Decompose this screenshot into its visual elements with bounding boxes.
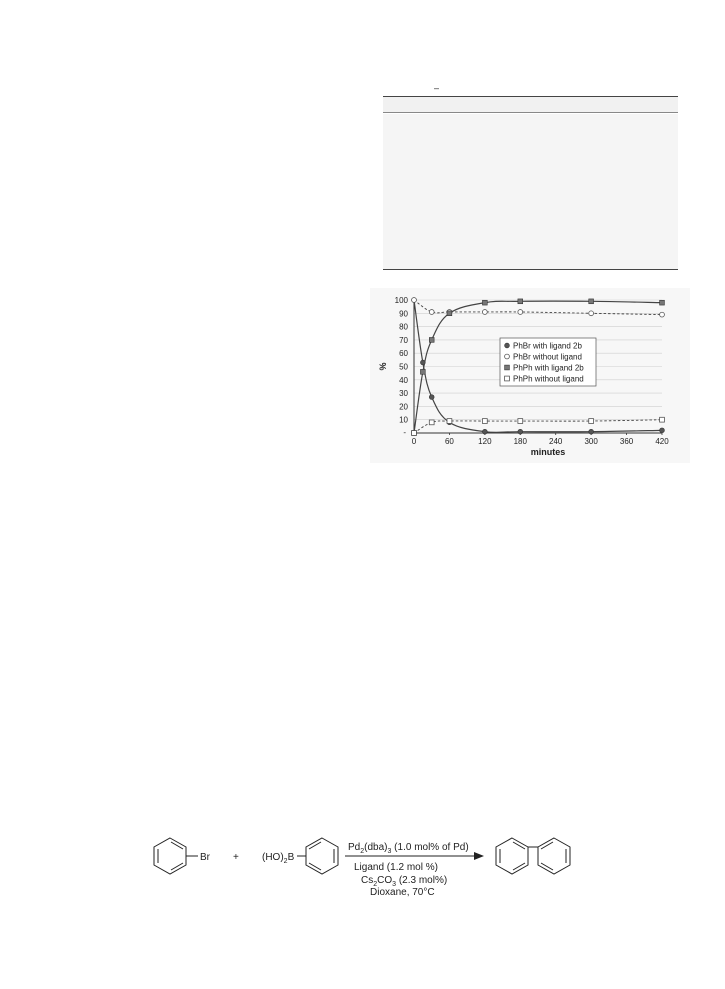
- boronic-acid-label: $(HO)_2B$: [262, 852, 295, 865]
- condition-ligand: Ligand (1.2 mol %): [354, 862, 438, 873]
- x-tick-label: 240: [549, 437, 563, 446]
- data-point: [589, 299, 594, 304]
- data-point: [589, 429, 594, 434]
- data-point: [482, 300, 487, 305]
- data-point: [412, 298, 417, 303]
- data-point: [429, 338, 434, 343]
- legend-entry: PhPh without ligand: [513, 374, 584, 384]
- data-point: [420, 360, 425, 365]
- legend-marker: [505, 354, 510, 359]
- chart-legend: [500, 338, 596, 386]
- data-point: [589, 311, 594, 316]
- x-tick-label: 360: [619, 437, 634, 446]
- data-point: [482, 310, 487, 315]
- y-axis-label: %: [378, 362, 388, 371]
- kinetics-chart: [370, 288, 690, 463]
- data-point: [420, 369, 425, 374]
- data-point: [518, 429, 523, 434]
- bromide-label: Br: [200, 852, 210, 863]
- reaction-scheme: [140, 828, 600, 918]
- legend-marker: [505, 376, 510, 381]
- data-point: [660, 428, 665, 433]
- legend-entry: PhBr without ligand: [513, 352, 582, 362]
- legend-entry: PhBr with ligand 2b: [513, 341, 582, 351]
- condition-base: $Cs_2CO_3$ (2.3 mol%): [361, 875, 448, 888]
- x-tick-label: 420: [655, 437, 669, 446]
- x-tick-label: 0: [411, 437, 417, 446]
- data-point: [518, 419, 523, 424]
- condition-solvent: Dioxane, 70°C: [370, 887, 435, 898]
- x-tick-label: 300: [584, 437, 598, 446]
- y-tick-label: 70: [399, 335, 408, 345]
- data-point: [518, 299, 523, 304]
- data-point: [660, 300, 665, 305]
- y-tick-label: 100: [394, 296, 408, 305]
- legend-marker: [505, 343, 510, 348]
- data-point: [482, 429, 487, 434]
- data-point: [482, 419, 487, 424]
- table-dash: –: [434, 83, 440, 93]
- data-point: [447, 311, 452, 316]
- data-point: [412, 431, 417, 436]
- y-tick-label: 50: [399, 362, 408, 372]
- data-point: [660, 417, 665, 422]
- data-point: [429, 420, 434, 425]
- data-point: [429, 310, 434, 315]
- table-header-band: [383, 97, 678, 112]
- y-tick-label: 60: [399, 349, 408, 359]
- data-point: [660, 312, 665, 317]
- data-point: [589, 419, 594, 424]
- x-tick-label: 120: [478, 437, 492, 446]
- x-tick-label: 180: [513, 437, 527, 446]
- y-tick-label: 30: [399, 389, 408, 399]
- data-point: [447, 419, 452, 424]
- table-bottom-rule: [383, 269, 678, 270]
- data-point: [518, 310, 523, 315]
- reaction-arrow: [345, 852, 484, 860]
- data-point: [429, 395, 434, 400]
- legend-marker: [505, 365, 510, 370]
- y-tick-label: 10: [399, 415, 408, 425]
- table-body-band: [383, 114, 678, 269]
- condition-catalyst: $Pd_2(dba)_3$ (1.0 mol% of Pd): [348, 842, 469, 855]
- benzene-ring-bromobenzene: [154, 838, 198, 874]
- y-tick-label: 80: [399, 322, 408, 332]
- legend-entry: PhPh with ligand 2b: [513, 363, 584, 373]
- x-axis-label: minutes: [530, 447, 566, 457]
- benzene-ring-boronic: [297, 838, 338, 874]
- plus-sign: +: [233, 852, 239, 863]
- y-tick-label: 90: [399, 309, 408, 319]
- table-header-rule: [383, 112, 678, 113]
- x-tick-label: 60: [444, 437, 454, 446]
- biphenyl-product: [496, 838, 570, 874]
- y-tick-label-zero: -: [403, 428, 406, 437]
- y-tick-label: 40: [399, 375, 408, 385]
- y-tick-label: 20: [399, 402, 408, 412]
